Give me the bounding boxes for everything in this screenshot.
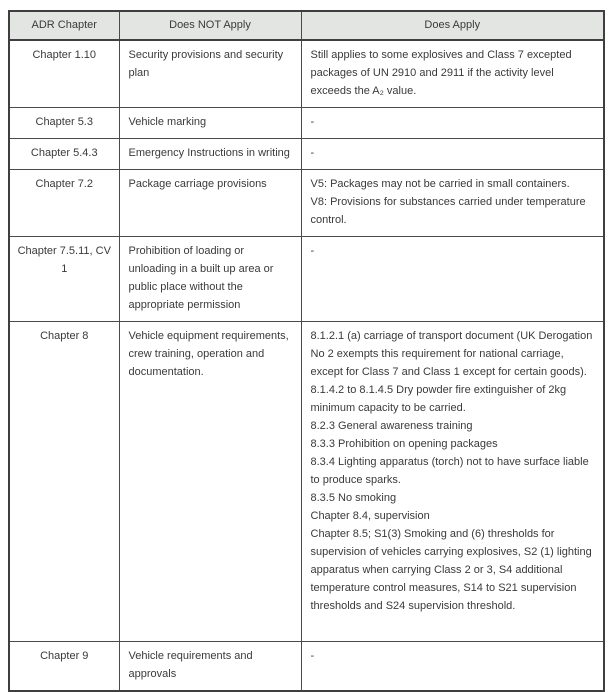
does-apply-cell bbox=[301, 108, 604, 139]
does-apply-cell bbox=[301, 40, 604, 108]
apply-item: Chapter 8.5; S1(3) Smoking and (6) thresholds for supervision of vehicles carrying explosives, S2 (1) lighting apparatus when carrying Class 2 or 3, S4 additional temperature control measures, S14 to S21 supervision thresholds and S24 supervision threshold. bbox=[310, 528, 592, 612]
table-row bbox=[9, 322, 604, 642]
apply-item: 8.1.2.1 (a) carriage of transport document (UK Derogation No 2 exempts this requirement for national carriage, except for Class 7 and Class 1 except for certain goods). bbox=[310, 330, 593, 378]
chapter-cell: Chapter 1.10 bbox=[9, 40, 119, 108]
table-row bbox=[9, 170, 604, 237]
table-row bbox=[9, 139, 604, 170]
apply-item: Still applies to some explosives and Class 7 excepted packages of UN 2910 and 2911 if the activity level exceeds the A₂ value. bbox=[310, 49, 572, 97]
does-apply-cell bbox=[301, 170, 604, 237]
apply-item: - bbox=[310, 116, 315, 128]
apply-item: - bbox=[310, 245, 315, 257]
adr-exemptions-table-container bbox=[8, 10, 605, 692]
apply-item: 8.3.5 No smoking bbox=[310, 492, 397, 504]
does-not-apply-cell: Package carriage provisions bbox=[119, 170, 301, 237]
col-header-adr-chapter: ADR Chapter bbox=[9, 11, 119, 40]
apply-item: 8.3.4 Lighting apparatus (torch) not to have surface liable to produce sparks. bbox=[310, 456, 589, 486]
table-body bbox=[9, 40, 604, 691]
chapter-cell: Chapter 8 bbox=[9, 322, 119, 642]
table-header bbox=[9, 11, 604, 40]
apply-item: V8: Provisions for substances carried under temperature control. bbox=[310, 196, 586, 226]
does-not-apply-cell: Vehicle marking bbox=[119, 108, 301, 139]
does-not-apply-cell: Vehicle requirements and approvals bbox=[119, 642, 301, 692]
does-apply-cell bbox=[301, 322, 604, 642]
apply-item: Chapter 8.4, supervision bbox=[310, 510, 430, 522]
chapter-cell: Chapter 7.2 bbox=[9, 170, 119, 237]
col-header-does-not-apply: Does NOT Apply bbox=[119, 11, 301, 40]
does-not-apply-cell: Vehicle equipment requirements, crew training, operation and documentation. bbox=[119, 322, 301, 642]
apply-item: 8.1.4.2 to 8.1.4.5 Dry powder fire extinguisher of 2kg minimum capacity to be carried. bbox=[310, 384, 567, 414]
does-apply-cell bbox=[301, 642, 604, 692]
does-not-apply-cell: Emergency Instructions in writing bbox=[119, 139, 301, 170]
apply-item: - bbox=[310, 147, 315, 159]
apply-item: 8.2.3 General awareness training bbox=[310, 420, 473, 432]
chapter-cell: Chapter 5.3 bbox=[9, 108, 119, 139]
does-not-apply-cell: Security provisions and security plan bbox=[119, 40, 301, 108]
apply-item: 8.3.3 Prohibition on opening packages bbox=[310, 438, 498, 450]
does-not-apply-cell: Prohibition of loading or unloading in a built up area or public place without the appropriate permission bbox=[119, 237, 301, 322]
chapter-cell: Chapter 5.4.3 bbox=[9, 139, 119, 170]
chapter-cell: Chapter 9 bbox=[9, 642, 119, 692]
does-apply-cell bbox=[301, 237, 604, 322]
apply-item: V5: Packages may not be carried in small containers. bbox=[310, 178, 570, 190]
table-row bbox=[9, 237, 604, 322]
apply-item: - bbox=[310, 650, 315, 662]
col-header-does-apply: Does Apply bbox=[301, 11, 604, 40]
table-row bbox=[9, 642, 604, 692]
adr-exemptions-table bbox=[8, 10, 605, 692]
table-row bbox=[9, 40, 604, 108]
does-apply-cell bbox=[301, 139, 604, 170]
header-row bbox=[9, 11, 604, 40]
chapter-cell: Chapter 7.5.11, CV 1 bbox=[9, 237, 119, 322]
table-row bbox=[9, 108, 604, 139]
